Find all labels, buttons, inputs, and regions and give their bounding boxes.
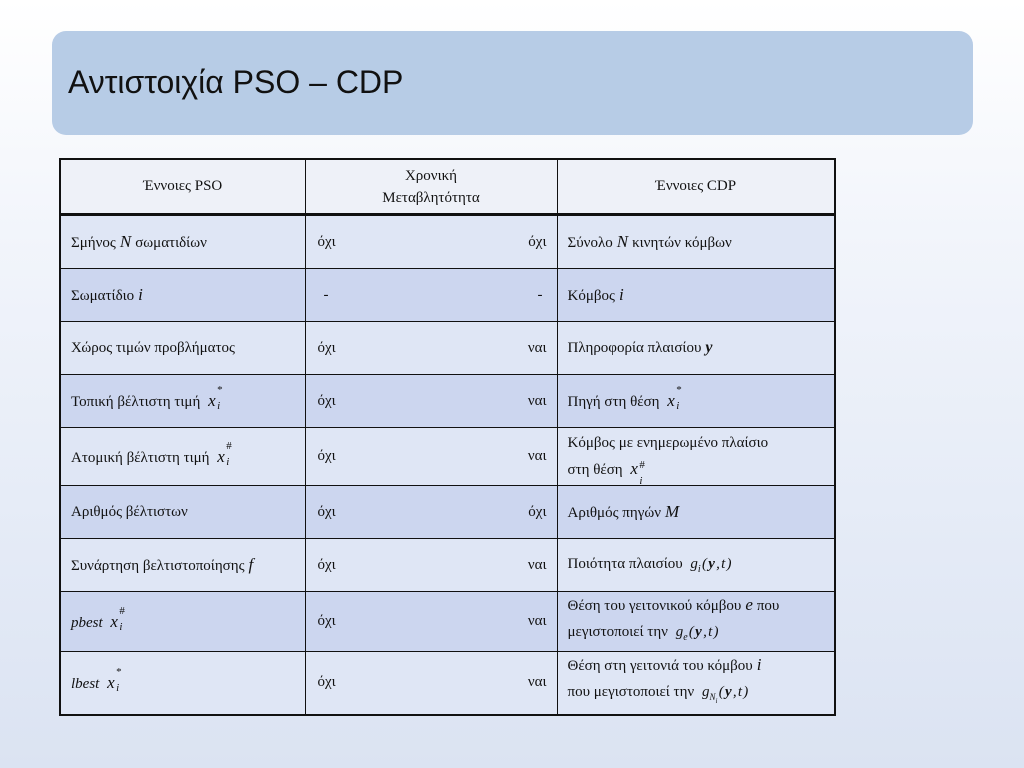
pso-symbol: x # i — [217, 439, 232, 468]
pso-cell — [60, 269, 305, 322]
cdp-text: Αριθμός πηγών — [567, 505, 661, 521]
pso-cell — [60, 539, 305, 592]
variability-cdp: ναι — [527, 674, 547, 691]
cdp-symbol: i — [756, 655, 762, 674]
variability-cell — [305, 652, 557, 715]
pso-symbol: x # i — [110, 604, 125, 633]
cdp-formula: $g_{N_i}$ ( y , t ) — [701, 684, 749, 705]
variability-cdp: ναι — [527, 613, 547, 629]
cdp-cell — [557, 215, 835, 269]
table-row — [60, 322, 835, 375]
pso-text: lbest — [71, 675, 100, 692]
variability-pso: όχι — [317, 233, 336, 250]
variability-cdp: ναι — [527, 448, 547, 464]
cdp-cell — [557, 428, 835, 486]
pso-cell: Αριθμός βέλτιστων — [60, 486, 305, 539]
cdp-symbol: i — [618, 285, 624, 304]
header-cdp: Έννοιες CDP — [557, 159, 835, 215]
cdp-text: Ποιότητα πλαισίου — [567, 555, 683, 572]
cdp-symbol: N — [616, 232, 629, 251]
variability-pso: όχι — [317, 613, 336, 629]
cdp-text-line2: στη θέση — [567, 462, 623, 478]
pso-cell — [60, 215, 305, 269]
variability-pso: όχι — [317, 392, 336, 409]
variability-cdp: ναι — [527, 339, 547, 356]
cdp-formula: $g_e$ ( y , t ) — [675, 624, 719, 643]
cdp-text-after: κινητών κόμβων — [632, 235, 732, 251]
cdp-text-line1: Θέση του γειτονικού κόμβου — [567, 598, 742, 614]
pso-text: Συνάρτηση βελτιστοποίησης — [71, 558, 245, 574]
variability-pso: όχι — [317, 556, 336, 573]
table-row — [60, 428, 835, 486]
variability-cell — [305, 428, 557, 486]
pso-cell: Χώρος τιμών προβλήματος — [60, 322, 305, 375]
cdp-cell — [557, 539, 835, 592]
cdp-text-after: που — [756, 598, 780, 614]
pso-cell — [60, 375, 305, 428]
pso-symbol: x * i — [208, 384, 223, 412]
variability-pso: όχι — [317, 503, 336, 520]
variability-pso: - — [323, 286, 329, 303]
pso-cell — [60, 652, 305, 715]
cdp-cell — [557, 322, 835, 375]
variability-cell — [305, 375, 557, 428]
cdp-text-line1: Θέση στη γειτονιά του κόμβου — [567, 658, 753, 674]
mapping-table — [59, 158, 836, 716]
variability-cell — [305, 539, 557, 592]
variability-pso: όχι — [317, 674, 336, 691]
slide-title: Αντιστοιχία PSO – CDP — [68, 64, 404, 100]
pso-cell — [60, 592, 305, 652]
pso-text: Τοπική βέλτιστη τιμή — [71, 394, 201, 410]
cdp-formula: $g_i$ ( y , t ) — [690, 555, 732, 575]
cdp-cell — [557, 269, 835, 322]
cdp-text: Πληροφορία πλαισίου — [567, 340, 702, 356]
variability-pso: όχι — [317, 339, 336, 356]
pso-symbol: N — [119, 232, 132, 251]
pso-text: Σωματίδιο — [71, 288, 135, 304]
cdp-text-line1: Κόμβος με ενημερωμένο πλαίσιο — [567, 435, 769, 451]
table-row — [60, 215, 835, 269]
variability-cdp: ναι — [527, 392, 547, 409]
variability-cell — [305, 592, 557, 652]
title-bar — [52, 31, 973, 135]
header-time-variability — [305, 159, 557, 215]
cdp-text-line2: που μεγιστοποιεί την — [567, 684, 695, 700]
cdp-text: Σύνολο — [567, 235, 613, 251]
table-row — [60, 486, 835, 539]
variability-cdp: ναι — [527, 556, 547, 573]
variability-cdp: όχι — [528, 503, 547, 520]
pso-text-after: σωματιδίων — [135, 235, 207, 251]
cdp-text: Πηγή στη θέση — [567, 394, 660, 410]
variability-pso: όχι — [317, 448, 336, 464]
table-row — [60, 269, 835, 322]
cdp-symbol: M — [664, 502, 680, 521]
table-row — [60, 375, 835, 428]
pso-text: Ατομική βέλτιστη τιμή — [71, 449, 210, 466]
cdp-cell — [557, 486, 835, 539]
pso-symbol: x * i — [107, 665, 122, 694]
pso-symbol: f — [248, 555, 254, 574]
cdp-symbol: x # i — [630, 459, 645, 487]
header-mid-line1: Χρονική — [404, 167, 458, 184]
cdp-symbol: e — [745, 595, 753, 614]
cdp-cell — [557, 652, 835, 715]
variability-cell — [305, 215, 557, 269]
cdp-text-line2: μεγιστοποιεί την — [567, 624, 668, 640]
variability-cdp: - — [537, 286, 543, 303]
variability-cell — [305, 269, 557, 322]
table-row — [60, 652, 835, 715]
cdp-cell — [557, 375, 835, 428]
pso-text: pbest — [71, 614, 103, 631]
variability-cdp: όχι — [528, 233, 547, 250]
cdp-symbol: x * i — [667, 384, 682, 412]
pso-cell — [60, 428, 305, 486]
variability-cell — [305, 486, 557, 539]
pso-text: Σμήνος — [71, 235, 116, 251]
variability-cell — [305, 322, 557, 375]
cdp-text: Κόμβος — [567, 288, 615, 304]
table-row — [60, 592, 835, 652]
header-pso: Έννοιες PSO — [60, 159, 305, 215]
pso-symbol: i — [138, 285, 143, 304]
table-header-row — [60, 159, 835, 215]
cdp-symbol: y — [705, 339, 713, 356]
cdp-cell — [557, 592, 835, 652]
table-row — [60, 539, 835, 592]
header-mid-line2: Μεταβλητότητα — [382, 189, 480, 206]
